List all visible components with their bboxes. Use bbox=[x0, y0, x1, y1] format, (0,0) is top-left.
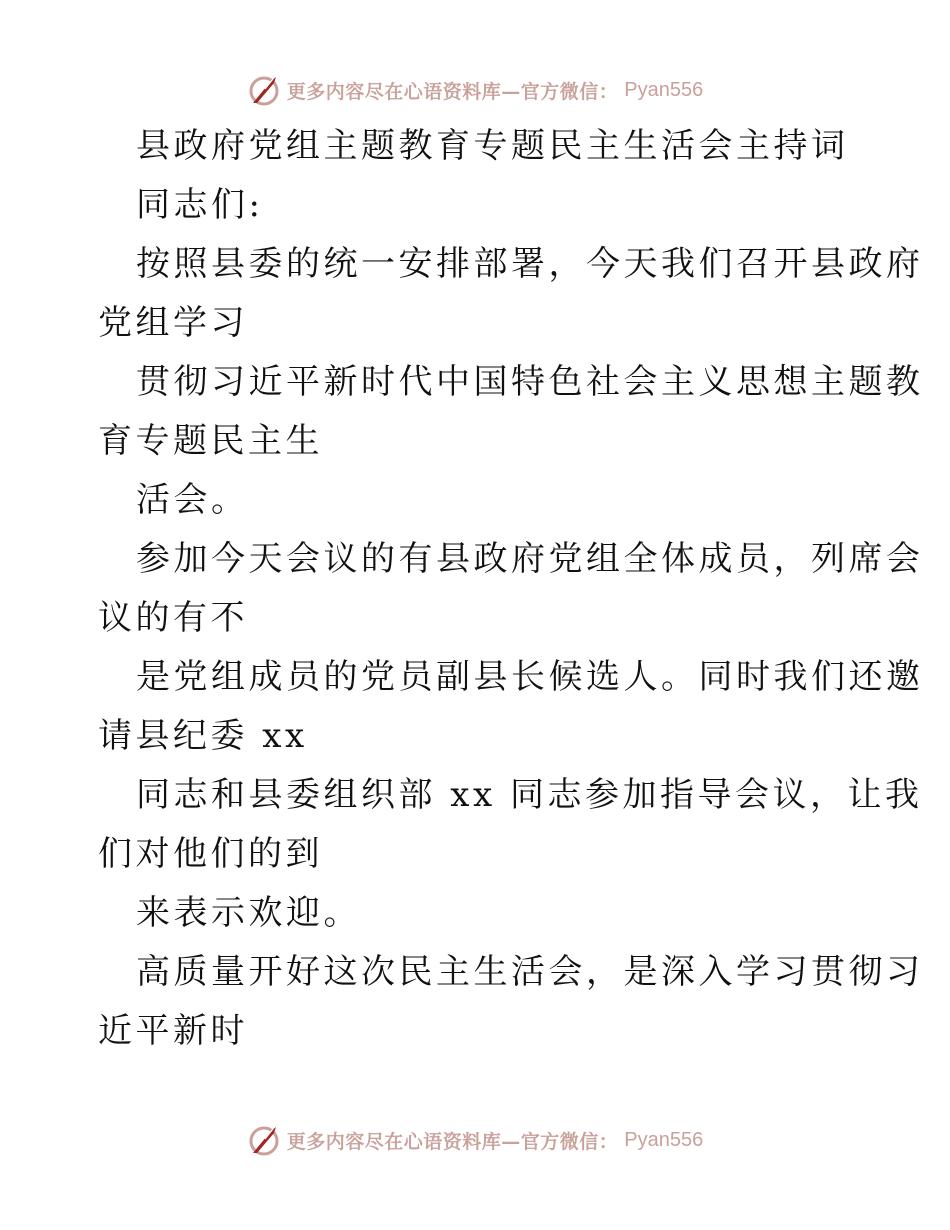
paragraph-line: 来表示欢迎。 bbox=[136, 893, 361, 933]
header-banner bbox=[0, 70, 950, 110]
banner-wechat-id: Pyan556 bbox=[624, 1128, 704, 1151]
paragraph-line: 按照县委的统一安排部署，今天我们召开县政府 bbox=[136, 244, 924, 284]
paragraph-line: 高质量开好这次民主生活会，是深入学习贯彻习 bbox=[136, 952, 924, 992]
paragraph-line: 贯彻习近平新时代中国特色社会主义思想主题教 bbox=[136, 362, 924, 402]
document-title: 县政府党组主题教育专题民主生活会主持词 bbox=[136, 126, 849, 166]
banner-text: 更多内容尽在心语资料库—官方微信： bbox=[286, 80, 619, 103]
paragraph-line: 育专题民主生 bbox=[98, 421, 323, 461]
quill-pen-logo-icon bbox=[247, 73, 281, 107]
quill-pen-logo-icon bbox=[247, 1123, 281, 1157]
banner-text: 更多内容尽在心语资料库—官方微信： bbox=[286, 1130, 619, 1153]
paragraph-line: 同志和县委组织部 xx 同志参加指导会议，让我 bbox=[136, 775, 923, 815]
paragraph-line: 是党组成员的党员副县长候选人。同时我们还邀 bbox=[136, 657, 924, 697]
paragraph-line: 活会。 bbox=[136, 480, 249, 520]
paragraph-line: 们对他们的到 bbox=[98, 834, 323, 874]
paragraph-line: 请县纪委 xx bbox=[98, 716, 308, 756]
banner-wechat-id: Pyan556 bbox=[624, 78, 704, 101]
paragraph-line: 参加今天会议的有县政府党组全体成员，列席会 bbox=[136, 539, 924, 579]
footer-banner bbox=[0, 1120, 950, 1160]
document-body bbox=[98, 117, 924, 1061]
paragraph-line: 近平新时 bbox=[98, 1011, 248, 1051]
salutation: 同志们: bbox=[136, 185, 264, 225]
paragraph-line: 党组学习 bbox=[98, 303, 248, 343]
paragraph-line: 议的有不 bbox=[98, 598, 248, 638]
